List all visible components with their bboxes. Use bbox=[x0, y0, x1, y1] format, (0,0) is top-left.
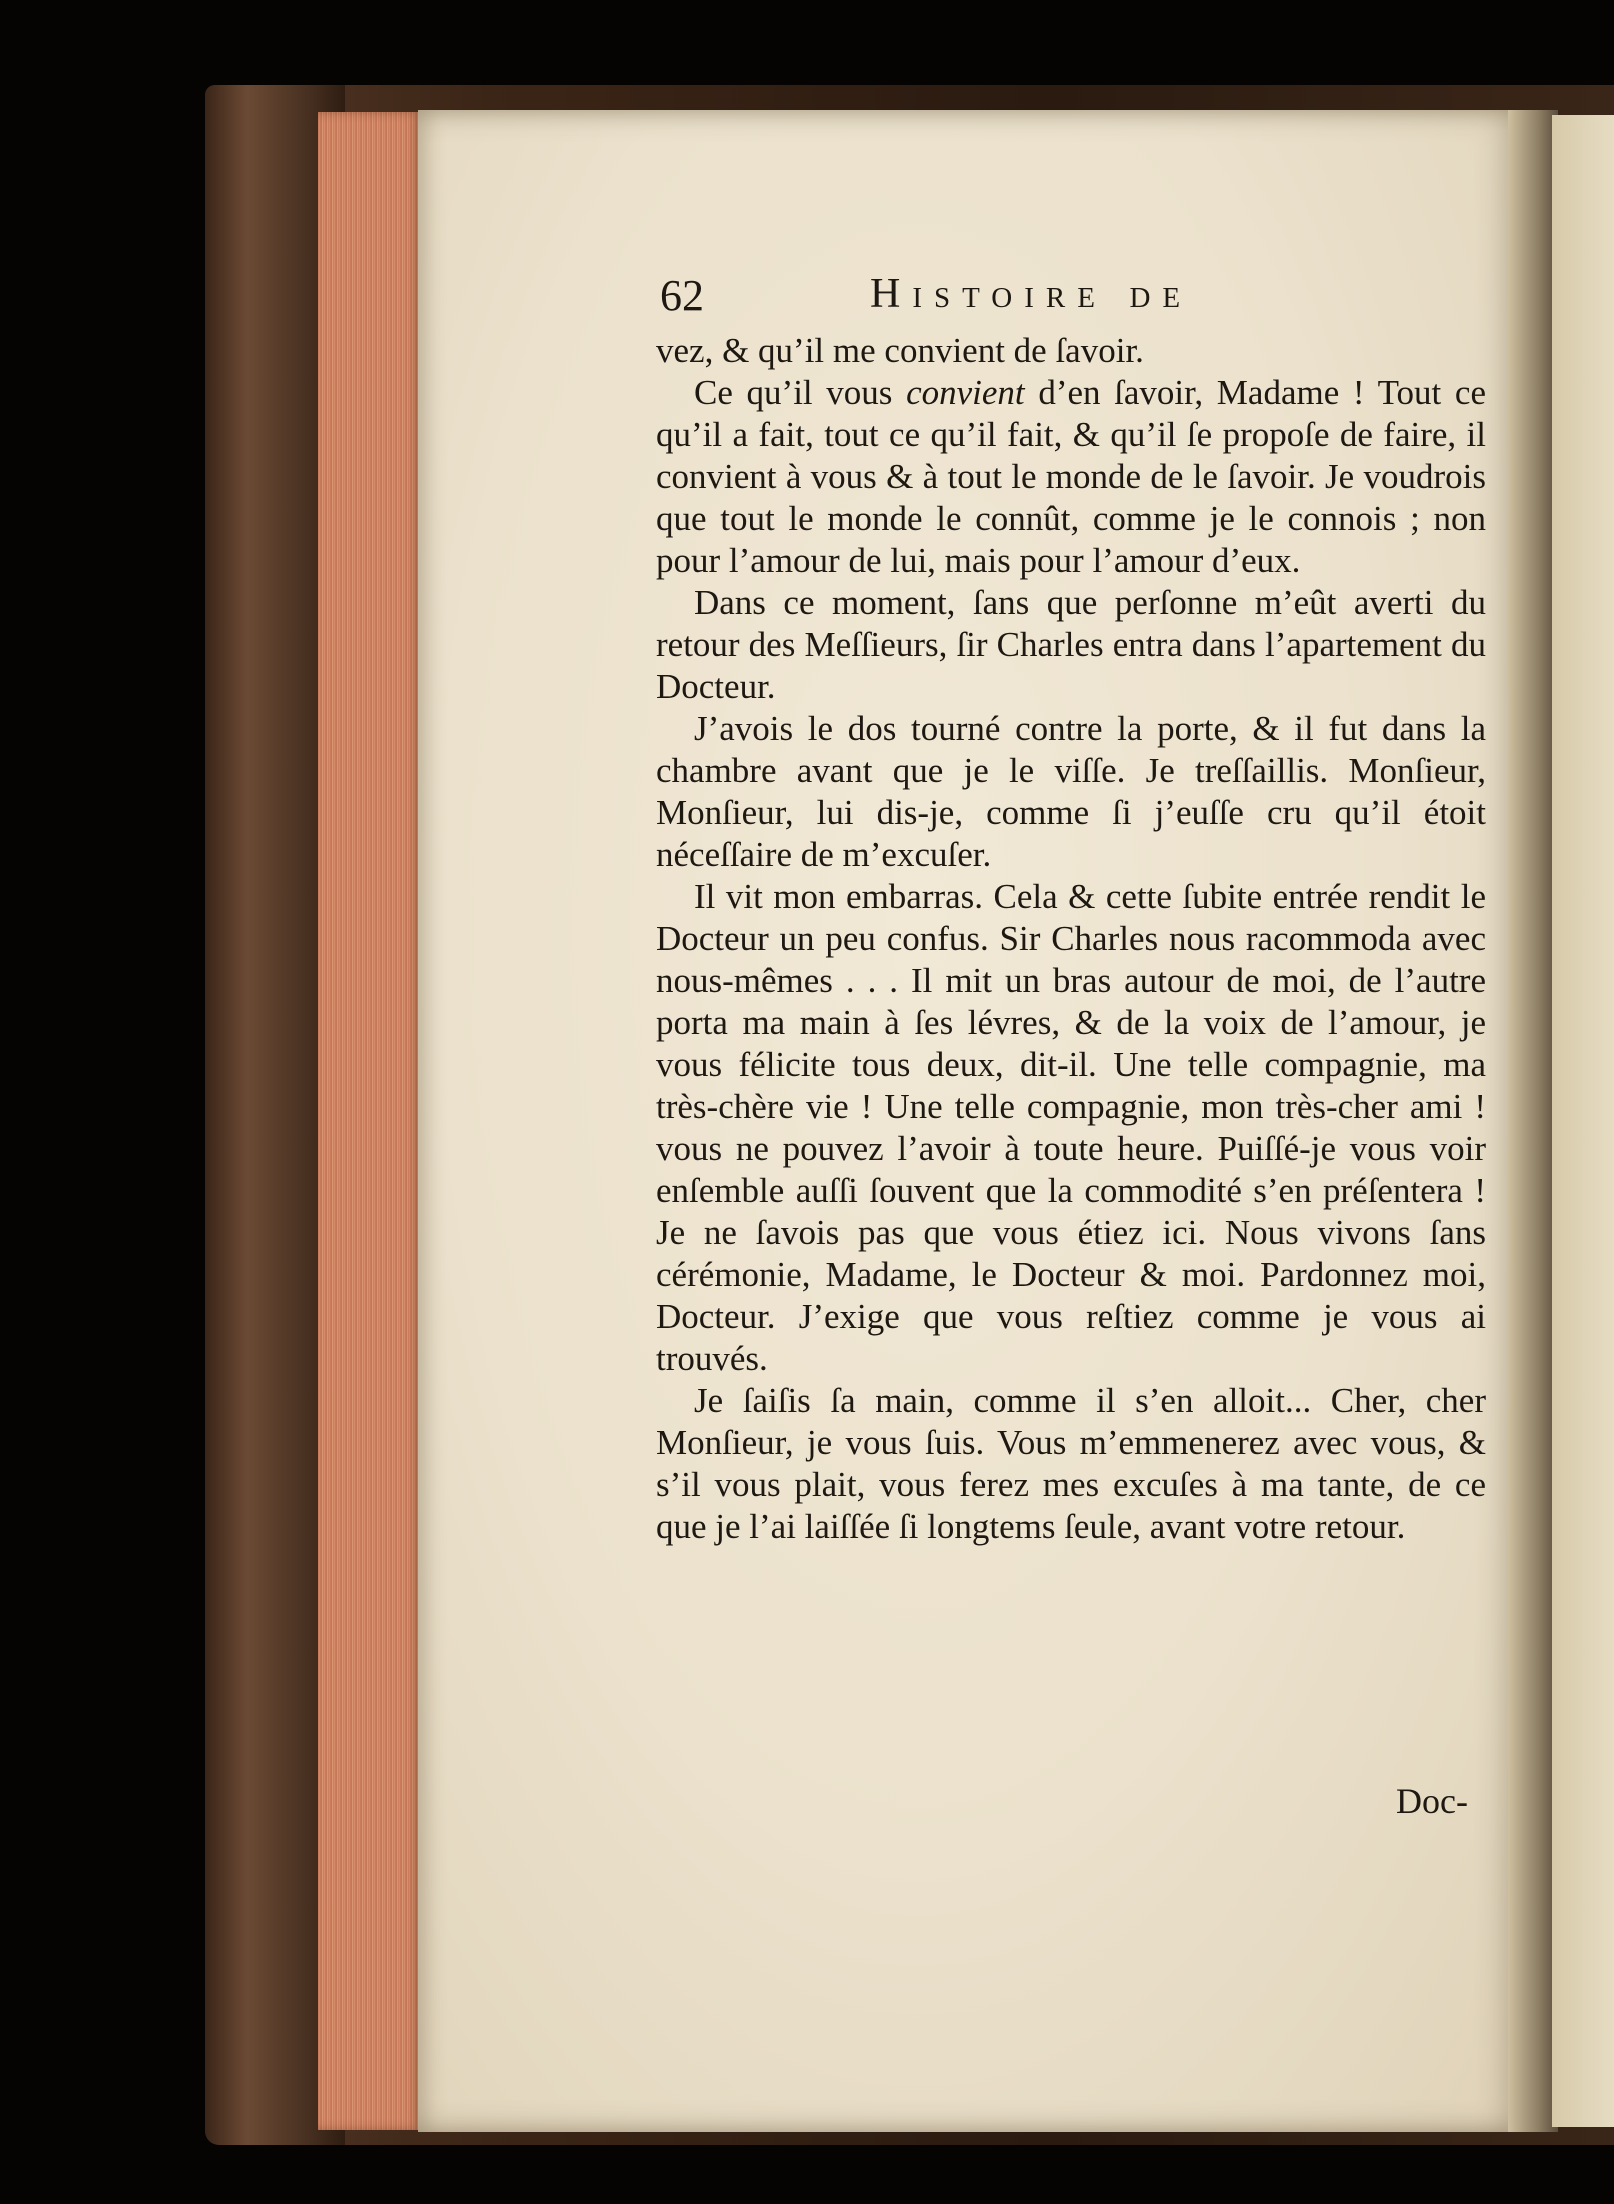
running-title: Histoire de bbox=[870, 271, 1193, 317]
paragraph-2: Ce qu’il vous convient d’en ſavoir, Madame ! Tout ce qu’il a fait, tout ce qu’il fait, & qu’il ſe propoſe de faire, il convient à vous & à tout le monde de le ſavoir. Je voudrois que tout le monde le connût, comme je le connois ; non pour l’amour de lui, mais pour l’amour d’eux. bbox=[656, 373, 1486, 580]
paragraph-4: J’avois le dos tourné contre la porte, & il fut dans la chambre avant que je le viſſe. Je treſſaillis. Monſieur, Monſieur, lui dis-je, comme ſi j’euſſe cru qu’il étoit néceſſaire de m’excuſer. bbox=[656, 709, 1486, 874]
body-text bbox=[656, 330, 1486, 1548]
paragraph-6: Je ſaiſis ſa main, comme il s’en alloit... Cher, cher Monſieur, je vous ſuis. Vous m’emmenerez avec vous, & s’il vous plait, vous ferez mes excuſes à ma tante, de ce que je l’ai laiſſée ſi longtems ſeule, avant votre retour. bbox=[656, 1381, 1486, 1546]
paragraph-1: vez, & qu’il me convient de ſavoir. bbox=[656, 331, 1144, 370]
page-edges bbox=[318, 112, 422, 2130]
page-header bbox=[660, 270, 1480, 320]
paragraph-5: Il vit mon embarras. Cela & cette ſubite entrée rendit le Docteur un peu confus. Sir Charles nous racommoda avec nous-mêmes . . . Il mit un bras autour de moi, de l’autre porta ma main à ſes lévres, & de la voix de l’amour, je vous félicite tous deux, dit-il. Une telle compagnie, ma très-chère vie ! Une telle compagnie, mon très-cher ami ! vous ne pouvez l’avoir à toute heure. Puiſſé-je vous voir enſemble auſſi ſouvent que la commodité s’en préſentera ! Je ne ſavois pas que vous étiez ici. Nous vivons ſans cérémonie, Madame, le Docteur & moi. Pardonnez moi, Docteur. J’exige que vous reſtiez comme je vous ai trouvés. bbox=[656, 877, 1486, 1378]
emphasized-word: convient bbox=[906, 373, 1025, 412]
right-page-edge bbox=[1552, 115, 1614, 2127]
catchword: Doc- bbox=[1396, 1781, 1468, 1821]
paragraph-3: Dans ce moment, ſans que perſonne m’eût averti du retour des Meſſieurs, ſir Charles entra dans l’apartement du Docteur. bbox=[656, 583, 1486, 706]
page-number: 62 bbox=[660, 271, 704, 320]
book-gutter bbox=[1508, 110, 1558, 2132]
